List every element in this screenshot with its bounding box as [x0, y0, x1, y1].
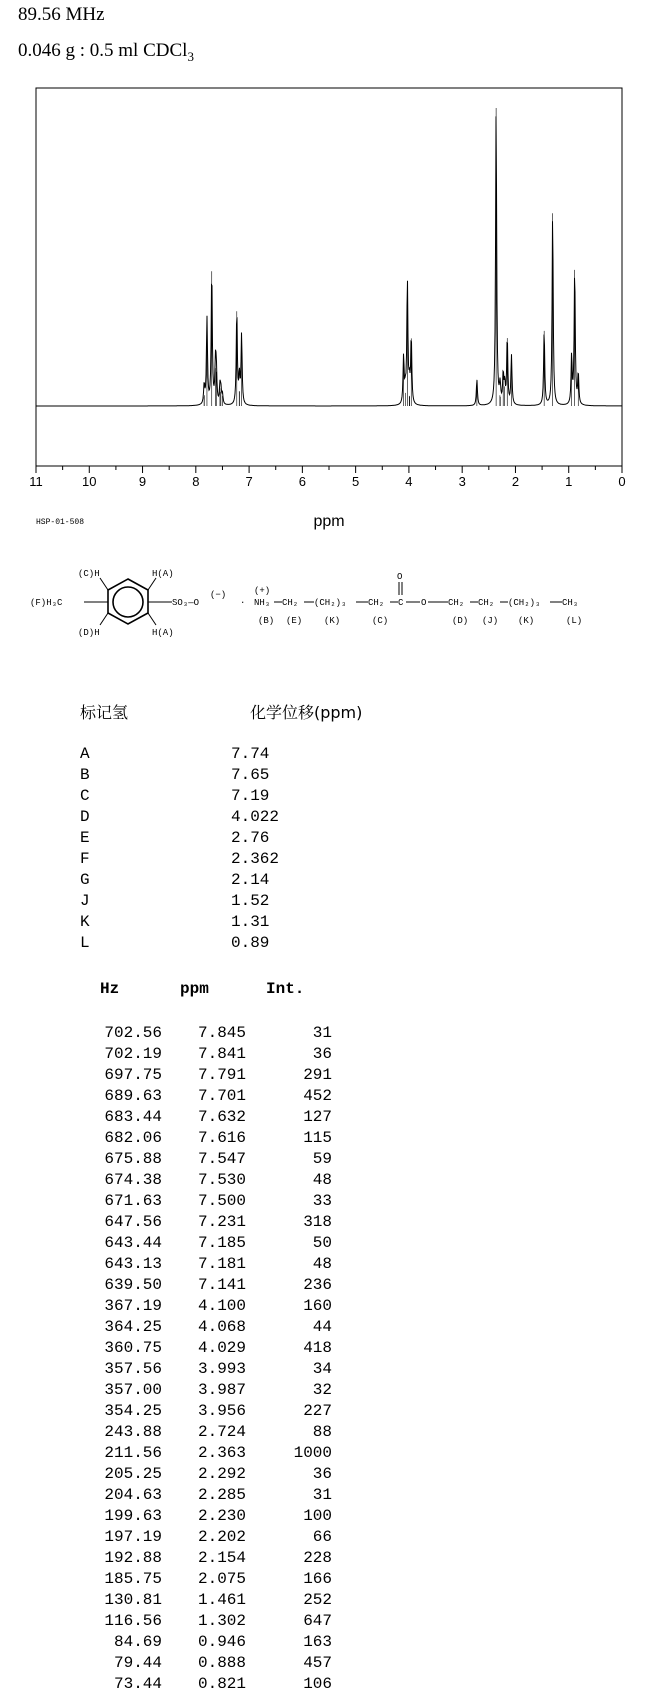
- peak-ppm: 2.230: [197, 1507, 246, 1525]
- peak-ppm: 4.029: [197, 1339, 246, 1357]
- peak-hz: 357.00: [104, 1381, 162, 1399]
- label-ch2-j: CH₂: [478, 598, 495, 608]
- x-tick-label: 11: [29, 474, 43, 489]
- peak-ppm: 2.202: [197, 1528, 246, 1546]
- peak-hz: 354.25: [104, 1402, 162, 1420]
- spectrum-trace: [36, 116, 622, 406]
- peak-hz: 702.19: [104, 1045, 162, 1063]
- x-axis-title: ppm: [313, 513, 345, 530]
- peak-ppm: 0.821: [197, 1675, 246, 1693]
- peak-intensity: 228: [303, 1549, 332, 1567]
- assignment-shift: 1.31: [231, 913, 270, 931]
- table-row: [84, 1591, 344, 1612]
- peak-ppm: 7.181: [197, 1255, 246, 1273]
- table-row: [84, 1402, 344, 1423]
- table-row: [84, 1087, 344, 1108]
- peak-ppm: 7.791: [197, 1066, 246, 1084]
- x-tick-label: 8: [192, 474, 200, 489]
- table-row: [84, 1255, 344, 1276]
- peak-intensity: 100: [303, 1507, 332, 1525]
- peak-ppm: 2.154: [197, 1549, 246, 1567]
- spectrum-trace-group: [36, 108, 622, 406]
- label-carbonyl-c: C: [398, 598, 404, 608]
- peak-hz: 639.50: [104, 1276, 162, 1294]
- table-row: [84, 1108, 344, 1129]
- assignment-label: C: [80, 787, 90, 805]
- peak-intensity: 36: [312, 1465, 332, 1483]
- assignment-label: L: [80, 934, 90, 952]
- peak-intensity: 59: [312, 1150, 332, 1168]
- bond-ch-top-left: [100, 578, 108, 590]
- peak-intensity: 236: [303, 1276, 332, 1294]
- label-ch3: CH₃: [562, 598, 579, 608]
- tag-j: (J): [482, 616, 499, 626]
- aromatic-circle: [113, 587, 143, 617]
- table-row: [84, 1339, 344, 1360]
- peak-intensity: 33: [312, 1192, 332, 1210]
- assignment-label: B: [80, 766, 90, 784]
- peak-table: [84, 980, 344, 1696]
- label-carbonyl-o: O: [397, 572, 403, 582]
- peak-ppm: 1.302: [197, 1612, 246, 1630]
- assignment-shift: 2.76: [231, 829, 270, 847]
- peak-table-header: [84, 980, 344, 1004]
- bond-ch-bottom-left: [100, 613, 108, 625]
- assignment-shift: 7.19: [231, 787, 270, 805]
- molecule-structure: [0, 562, 652, 692]
- peak-ppm: 2.363: [197, 1444, 246, 1462]
- peak-hz: 205.25: [104, 1465, 162, 1483]
- label-a-bottom: H(A): [152, 628, 174, 638]
- assignment-shift: 7.65: [231, 766, 270, 784]
- tag-k: (K): [324, 616, 341, 626]
- peak-ppm: 2.292: [197, 1465, 246, 1483]
- assignment-row: [80, 829, 380, 850]
- table-row: [84, 1654, 344, 1675]
- peak-hz: 647.56: [104, 1213, 162, 1231]
- label-ch2-e: CH₂: [282, 598, 299, 608]
- peak-ppm: 7.500: [197, 1192, 246, 1210]
- peak-ppm: 7.547: [197, 1150, 246, 1168]
- x-tick-label: 5: [352, 474, 360, 489]
- concentration-subscript: 3: [187, 48, 194, 64]
- peak-ppm: 4.100: [197, 1297, 246, 1315]
- sample-concentration: [18, 40, 194, 65]
- peak-hz: 702.56: [104, 1024, 162, 1042]
- tag-b: (B): [258, 616, 275, 626]
- peak-intensity: 647: [303, 1612, 332, 1630]
- peak-hz: 192.88: [104, 1549, 162, 1567]
- bond-ch-top-right: [148, 578, 156, 590]
- table-row: [84, 1066, 344, 1087]
- tag-d: (D): [452, 616, 469, 626]
- peak-ppm: 3.993: [197, 1360, 246, 1378]
- assignment-row: [80, 934, 380, 955]
- label-ester-o: O: [421, 598, 427, 608]
- table-row: [84, 1633, 344, 1654]
- assignment-label: D: [80, 808, 90, 826]
- peak-hz: 682.06: [104, 1129, 162, 1147]
- peak-intensity: 115: [303, 1129, 332, 1147]
- assignment-shift: 2.14: [231, 871, 270, 889]
- col-int: Int.: [266, 980, 305, 998]
- label-negative-charge: (−): [210, 590, 227, 600]
- assignment-label: K: [80, 913, 90, 931]
- assignment-row: [80, 850, 380, 871]
- table-row: [84, 1612, 344, 1633]
- table-row: [84, 1549, 344, 1570]
- plot-frame: [36, 88, 622, 466]
- label-ch2-k2: (CH₂)₃: [508, 598, 541, 608]
- peak-ppm: 0.946: [197, 1633, 246, 1651]
- assignment-header: [80, 700, 480, 724]
- table-row: [84, 1150, 344, 1171]
- peak-intensity: 31: [312, 1486, 332, 1504]
- label-positive-charge: (+): [254, 586, 271, 596]
- tag-l: (L): [566, 616, 583, 626]
- peak-ppm: 7.841: [197, 1045, 246, 1063]
- label-ch2-c: CH₂: [368, 598, 385, 608]
- peak-ppm: 2.724: [197, 1423, 246, 1441]
- peak-ppm: 7.701: [197, 1087, 246, 1105]
- table-row: [84, 1276, 344, 1297]
- peak-hz: 130.81: [104, 1591, 162, 1609]
- peak-intensity: 291: [303, 1066, 332, 1084]
- peak-hz: 697.75: [104, 1066, 162, 1084]
- peak-intensity: 457: [303, 1654, 332, 1672]
- peak-hz: 357.56: [104, 1360, 162, 1378]
- peak-ppm: 0.888: [197, 1654, 246, 1672]
- nmr-spectrum-chart: [0, 78, 652, 548]
- assignment-label: G: [80, 871, 90, 889]
- peak-hz: 84.69: [113, 1633, 162, 1651]
- table-row: [84, 1507, 344, 1528]
- peak-hz: 116.56: [104, 1612, 162, 1630]
- table-row: [84, 1570, 344, 1591]
- peak-hz: 360.75: [104, 1339, 162, 1357]
- x-tick-label: 3: [458, 474, 466, 489]
- peak-hz: 185.75: [104, 1570, 162, 1588]
- tag-c: (C): [372, 616, 389, 626]
- peak-hz: 643.44: [104, 1234, 162, 1252]
- peak-intensity: 32: [312, 1381, 332, 1399]
- assignment-label: A: [80, 745, 90, 763]
- x-tick-label: 2: [511, 474, 520, 489]
- peak-hz: 211.56: [104, 1444, 162, 1462]
- peak-hz: 197.19: [104, 1528, 162, 1546]
- table-row: [84, 1192, 344, 1213]
- peak-intensity: 66: [312, 1528, 332, 1546]
- peak-hz: 689.63: [104, 1087, 162, 1105]
- table-row: [84, 1297, 344, 1318]
- peak-hz: 367.19: [104, 1297, 162, 1315]
- peak-ppm: 2.075: [197, 1570, 246, 1588]
- assignment-row: [80, 745, 380, 766]
- table-row: [84, 1318, 344, 1339]
- label-a-top: H(A): [152, 569, 174, 579]
- table-row: [84, 1045, 344, 1066]
- assignment-label: J: [80, 892, 90, 910]
- table-row: [84, 1444, 344, 1465]
- x-axis-ticks: [29, 466, 625, 489]
- peak-ppm: 1.461: [197, 1591, 246, 1609]
- peak-intensity: 48: [312, 1171, 332, 1189]
- peak-hz: 204.63: [104, 1486, 162, 1504]
- assignment-row: [80, 892, 380, 913]
- peak-hz: 73.44: [113, 1675, 162, 1693]
- assignment-shift: 7.74: [231, 745, 270, 763]
- assignment-row: [80, 871, 380, 892]
- peak-ppm: 7.845: [197, 1024, 246, 1042]
- peak-ppm: 3.956: [197, 1402, 246, 1420]
- peak-intensity: 318: [303, 1213, 332, 1231]
- label-ch2-k: (CH₂)₃: [314, 598, 347, 608]
- assignment-row: [80, 913, 380, 934]
- table-row: [84, 1234, 344, 1255]
- spectrum-code: HSP-01-508: [36, 518, 85, 527]
- peak-hz: 643.13: [104, 1255, 162, 1273]
- x-tick-label: 4: [405, 474, 413, 489]
- table-row: [84, 1024, 344, 1045]
- peak-intensity: 1000: [293, 1444, 332, 1462]
- table-row: [84, 1171, 344, 1192]
- concentration-text: 0.046 g : 0.5 ml CDCl: [18, 40, 188, 61]
- label-ch2-d: CH₂: [448, 598, 465, 608]
- peak-hz: 675.88: [104, 1150, 162, 1168]
- peak-intensity: 44: [312, 1318, 332, 1336]
- col-hz: Hz: [100, 980, 120, 998]
- peak-intensity: 452: [303, 1087, 332, 1105]
- peak-intensity: 50: [312, 1234, 332, 1252]
- peak-intensity: 36: [312, 1045, 332, 1063]
- ammonium-cation: [254, 572, 582, 626]
- peak-hz: 243.88: [104, 1423, 162, 1441]
- assignment-label: F: [80, 850, 90, 868]
- label-f-methyl: (F)H₃C: [30, 598, 63, 608]
- assignment-shift: 0.89: [231, 934, 270, 952]
- assignment-row: [80, 787, 380, 808]
- table-row: [84, 1129, 344, 1150]
- col-ppm: ppm: [180, 980, 209, 998]
- bond-ch-bottom-right: [148, 613, 156, 625]
- peak-ppm: 3.987: [197, 1381, 246, 1399]
- assignment-list: [80, 745, 380, 955]
- peak-hz: 674.38: [104, 1171, 162, 1189]
- peak-hz: 671.63: [104, 1192, 162, 1210]
- peak-intensity: 160: [303, 1297, 332, 1315]
- assignment-shift: 4.022: [231, 808, 280, 826]
- tag-e: (E): [286, 616, 303, 626]
- peak-intensity: 31: [312, 1024, 332, 1042]
- x-tick-label: 10: [82, 474, 97, 489]
- x-tick-label: 9: [138, 474, 147, 489]
- tag-k2: (K): [518, 616, 535, 626]
- label-salt-dot: ·: [240, 598, 246, 608]
- peak-ppm: 7.185: [197, 1234, 246, 1252]
- assignment-row: [80, 766, 380, 787]
- assignment-shift: 2.362: [231, 850, 280, 868]
- spectrometer-frequency: 89.56 MHz: [18, 4, 105, 25]
- peak-intensity: 252: [303, 1591, 332, 1609]
- peak-hz: 683.44: [104, 1108, 162, 1126]
- table-row: [84, 1423, 344, 1444]
- assignment-row: [80, 808, 380, 829]
- peak-intensity: 127: [303, 1108, 332, 1126]
- table-row: [84, 1213, 344, 1234]
- peak-intensity: 48: [312, 1255, 332, 1273]
- peak-intensity: 166: [303, 1570, 332, 1588]
- peak-hz: 199.63: [104, 1507, 162, 1525]
- peak-intensity: 34: [312, 1360, 332, 1378]
- peak-intensity: 88: [312, 1423, 332, 1441]
- assignment-label: E: [80, 829, 90, 847]
- label-c-top: (C)H: [78, 569, 100, 579]
- peak-ppm: 4.068: [197, 1318, 246, 1336]
- peak-ppm: 7.141: [197, 1276, 246, 1294]
- peak-intensity: 227: [303, 1402, 332, 1420]
- peak-ppm: 7.616: [197, 1129, 246, 1147]
- label-d-bottom: (D)H: [78, 628, 100, 638]
- peak-ppm: 7.632: [197, 1108, 246, 1126]
- table-row: [84, 1465, 344, 1486]
- peak-intensity: 418: [303, 1339, 332, 1357]
- peak-hz: 364.25: [104, 1318, 162, 1336]
- x-tick-label: 0: [618, 474, 626, 489]
- table-row: [84, 1381, 344, 1402]
- x-tick-label: 1: [565, 474, 573, 489]
- x-tick-label: 6: [298, 474, 306, 489]
- peak-ppm: 7.530: [197, 1171, 246, 1189]
- table-row: [84, 1528, 344, 1549]
- table-row: [84, 1486, 344, 1507]
- tosylate-anion: [30, 569, 245, 638]
- peak-table-body: [84, 1024, 344, 1696]
- peak-ppm: 7.231: [197, 1213, 246, 1231]
- assignment-header-label: 标记氢: [80, 703, 129, 722]
- label-sulfonate: SO₃—O: [172, 598, 200, 608]
- table-row: [84, 1360, 344, 1381]
- peak-intensity: 106: [303, 1675, 332, 1693]
- peak-intensity: 163: [303, 1633, 332, 1651]
- assignment-header-shift: 化学位移(ppm): [250, 703, 363, 722]
- assignment-shift: 1.52: [231, 892, 270, 910]
- label-nh3: NH₃: [254, 598, 271, 608]
- peak-hz: 79.44: [113, 1654, 162, 1672]
- x-tick-label: 7: [245, 474, 253, 489]
- peak-ppm: 2.285: [197, 1486, 246, 1504]
